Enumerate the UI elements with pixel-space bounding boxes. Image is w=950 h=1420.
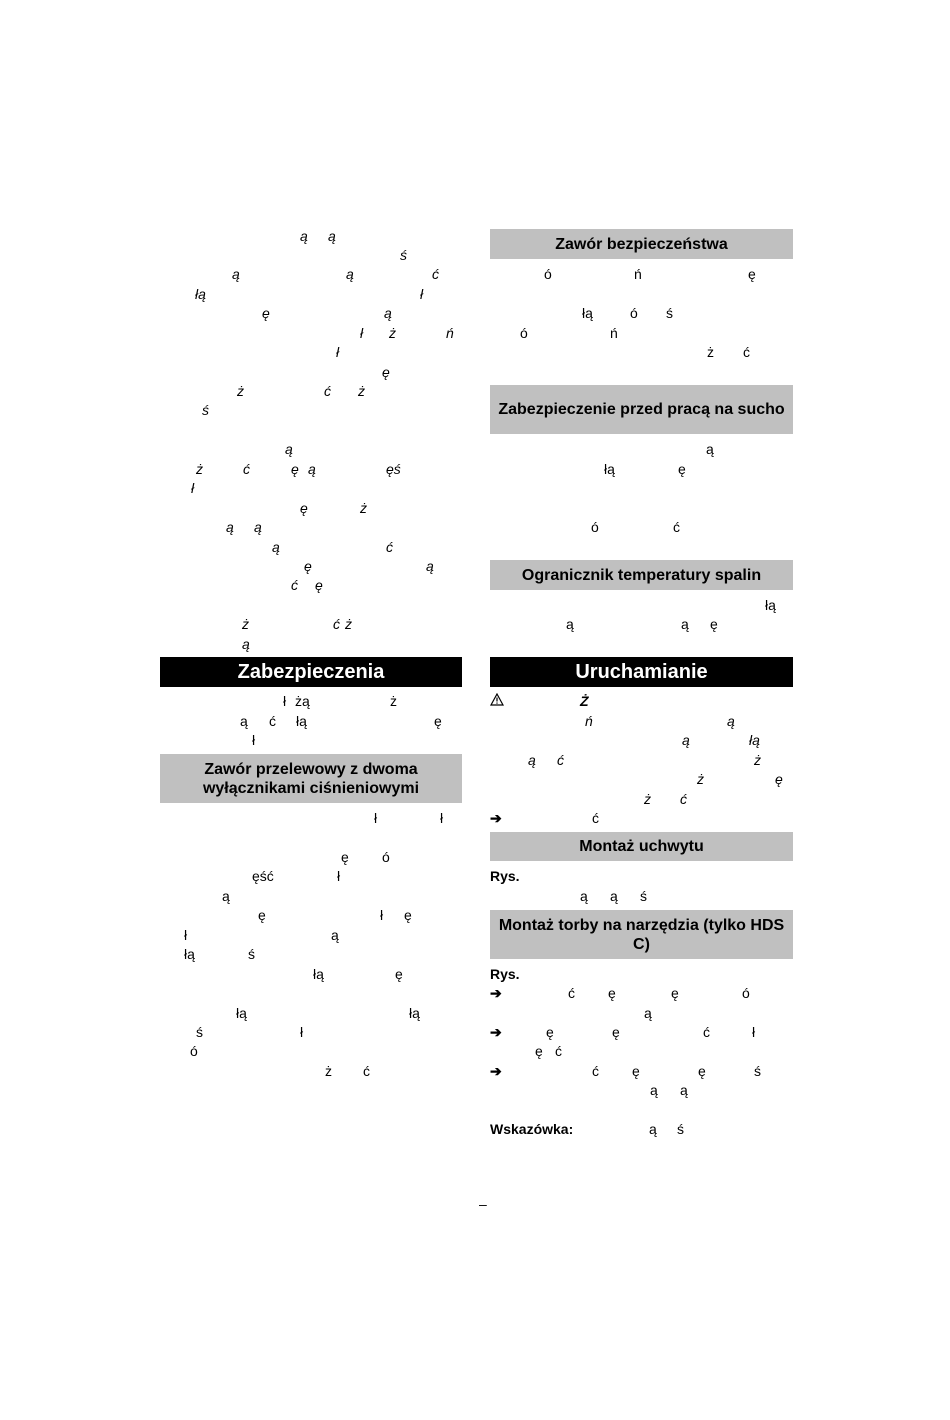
text-fragment: ł <box>300 1024 304 1040</box>
text-fragment: ś <box>640 888 647 904</box>
text-fragment: ą <box>644 1005 652 1021</box>
text-fragment: ęść <box>252 868 274 884</box>
text-fragment: ć <box>386 539 393 555</box>
text-fragment: ą <box>681 616 689 632</box>
text-fragment: ę <box>775 771 783 787</box>
text-fragment: ć <box>673 519 680 535</box>
text-fragment: ł <box>420 286 424 302</box>
text-fragment: ł <box>380 907 384 923</box>
text-fragment: łą <box>582 305 593 321</box>
section-heading-zawor-bezpieczenstwa: Zawór bezpieczeństwa <box>490 229 793 259</box>
text-fragment: ś <box>196 1024 203 1040</box>
warning-triangle-icon <box>490 693 504 709</box>
text-fragment: ą <box>566 616 574 632</box>
text-fragment: ą <box>272 539 280 555</box>
section-heading-sucho: Zabezpieczenie przed pracą na sucho <box>490 385 793 434</box>
text-fragment: ż <box>360 500 367 516</box>
text-fragment: ą <box>226 519 234 535</box>
text-fragment: ą <box>706 441 714 457</box>
text-fragment: ć <box>333 616 340 632</box>
text-fragment: ń <box>610 325 618 341</box>
text-fragment: ą <box>384 305 392 321</box>
text-fragment: ż <box>196 461 203 477</box>
text-fragment: ł <box>752 1024 756 1040</box>
text-fragment: Ż <box>580 693 589 709</box>
text-fragment: łą <box>409 1005 420 1021</box>
text-fragment: ę <box>304 558 312 574</box>
text-fragment: ś <box>666 305 673 321</box>
page-number: – <box>479 1196 487 1212</box>
text-fragment: ę <box>262 305 270 321</box>
text-fragment: ę <box>258 907 266 923</box>
text-fragment: ą <box>680 1082 688 1098</box>
text-fragment: łą <box>604 461 615 477</box>
figure-reference-label: Rys. <box>490 868 520 884</box>
arrow-right-icon: ➔ <box>490 810 502 826</box>
text-fragment: ć <box>291 577 298 593</box>
text-fragment: ę <box>291 461 299 477</box>
text-fragment: ą <box>300 228 308 244</box>
text-fragment: ś <box>400 247 407 263</box>
text-fragment: łą <box>765 597 776 613</box>
text-fragment: ż <box>358 383 365 399</box>
text-fragment: ę <box>434 713 442 729</box>
note-label: Wskazówka: <box>490 1121 574 1137</box>
text-fragment: ą <box>649 1121 657 1137</box>
text-fragment: ż <box>754 752 761 768</box>
text-fragment: ę <box>404 907 412 923</box>
text-fragment: ż <box>237 383 244 399</box>
text-fragment: ó <box>190 1043 198 1059</box>
text-fragment: ę <box>395 966 403 982</box>
text-fragment: ż <box>345 616 352 632</box>
text-fragment: ę <box>546 1024 554 1040</box>
text-fragment: ą <box>308 461 316 477</box>
text-fragment: ł <box>337 868 341 884</box>
text-fragment: ż <box>707 344 714 360</box>
text-fragment: ć <box>703 1024 710 1040</box>
text-fragment: ę <box>710 616 718 632</box>
text-fragment: ą <box>242 636 250 652</box>
text-fragment: ą <box>528 752 536 768</box>
text-fragment: ą <box>346 266 354 282</box>
text-fragment: ó <box>520 325 528 341</box>
text-fragment: ą <box>426 558 434 574</box>
text-fragment: ć <box>568 985 575 1001</box>
section-heading-zabezpieczenia: Zabezpieczenia <box>160 657 462 687</box>
text-fragment: ó <box>742 985 750 1001</box>
text-fragment: ę <box>632 1063 640 1079</box>
text-fragment: ą <box>682 732 690 748</box>
text-fragment: ę <box>382 364 390 380</box>
text-fragment: ą <box>240 713 248 729</box>
text-fragment: ą <box>580 888 588 904</box>
text-fragment: ć <box>324 383 331 399</box>
text-fragment: ć <box>363 1063 370 1079</box>
text-fragment: ć <box>269 713 276 729</box>
text-fragment: łą <box>313 966 324 982</box>
text-fragment: ą <box>285 441 293 457</box>
text-fragment: ł <box>440 810 444 826</box>
text-fragment: ż <box>242 616 249 632</box>
text-fragment: ę <box>612 1024 620 1040</box>
text-fragment: ć <box>243 461 250 477</box>
text-fragment: ę <box>341 849 349 865</box>
text-fragment: ę <box>608 985 616 1001</box>
text-fragment: ą <box>331 927 339 943</box>
text-fragment: ł <box>184 927 188 943</box>
figure-reference-label: Rys. <box>490 966 520 982</box>
text-fragment: ó <box>544 266 552 282</box>
text-fragment: ś <box>754 1063 761 1079</box>
text-fragment: ę <box>748 266 756 282</box>
text-fragment: łą <box>749 732 760 748</box>
text-fragment: ń <box>585 713 593 729</box>
text-fragment: ęś <box>386 461 401 477</box>
text-fragment: łą <box>296 713 307 729</box>
text-fragment: ć <box>592 1063 599 1079</box>
text-fragment: ś <box>248 946 255 962</box>
text-fragment: ć <box>592 810 599 826</box>
text-fragment: ą <box>610 888 618 904</box>
section-heading-uruchamianie: Uruchamianie <box>490 657 793 687</box>
section-heading-spalin: Ogranicznik temperatury spalin <box>490 560 793 590</box>
text-fragment: ć <box>432 266 439 282</box>
text-fragment: ę <box>315 577 323 593</box>
section-heading-zawor-przelewowy: Zawór przelewowy z dwoma wyłącznikami ciśnieniowymi <box>160 754 462 803</box>
text-fragment: łą <box>195 286 206 302</box>
arrow-right-icon: ➔ <box>490 985 502 1001</box>
text-fragment: ć <box>557 752 564 768</box>
text-fragment: ż <box>389 325 396 341</box>
text-fragment: ę <box>678 461 686 477</box>
section-heading-montaz-torby: Montaż torby na narzędzia (tylko HDS C) <box>490 910 793 959</box>
text-fragment: ć <box>680 791 687 807</box>
text-fragment: ą <box>254 519 262 535</box>
text-fragment: ć <box>743 344 750 360</box>
text-fragment: ć <box>555 1043 562 1059</box>
text-fragment: ó <box>591 519 599 535</box>
text-fragment: ę <box>698 1063 706 1079</box>
text-fragment: ś <box>677 1121 684 1137</box>
text-fragment: ń <box>634 266 642 282</box>
section-heading-montaz-uchwytu: Montaż uchwytu <box>490 832 793 861</box>
text-fragment: ł <box>191 480 195 496</box>
text-fragment: ń <box>446 325 454 341</box>
text-fragment: ó <box>630 305 638 321</box>
text-fragment: ę <box>535 1043 543 1059</box>
text-fragment: ł <box>252 732 256 748</box>
arrow-right-icon: ➔ <box>490 1063 502 1079</box>
text-fragment: ł <box>283 693 287 709</box>
text-fragment: ę <box>300 500 308 516</box>
text-fragment: ą <box>650 1082 658 1098</box>
text-fragment: ś <box>202 402 209 418</box>
text-fragment: ę <box>671 985 679 1001</box>
text-fragment: ą <box>232 266 240 282</box>
arrow-right-icon: ➔ <box>490 1024 502 1040</box>
text-fragment: ą <box>727 713 735 729</box>
text-fragment: ż <box>697 771 704 787</box>
text-fragment: żą <box>295 693 310 709</box>
text-fragment: ż <box>644 791 651 807</box>
text-fragment: ą <box>328 228 336 244</box>
text-fragment: ł <box>336 344 340 360</box>
text-fragment: ó <box>382 849 390 865</box>
text-fragment: ą <box>222 888 230 904</box>
text-fragment: łą <box>236 1005 247 1021</box>
text-fragment: ł <box>374 810 378 826</box>
text-fragment: łą <box>184 946 195 962</box>
text-fragment: ż <box>390 693 397 709</box>
text-fragment: ł <box>360 325 364 341</box>
text-fragment: ż <box>325 1063 332 1079</box>
